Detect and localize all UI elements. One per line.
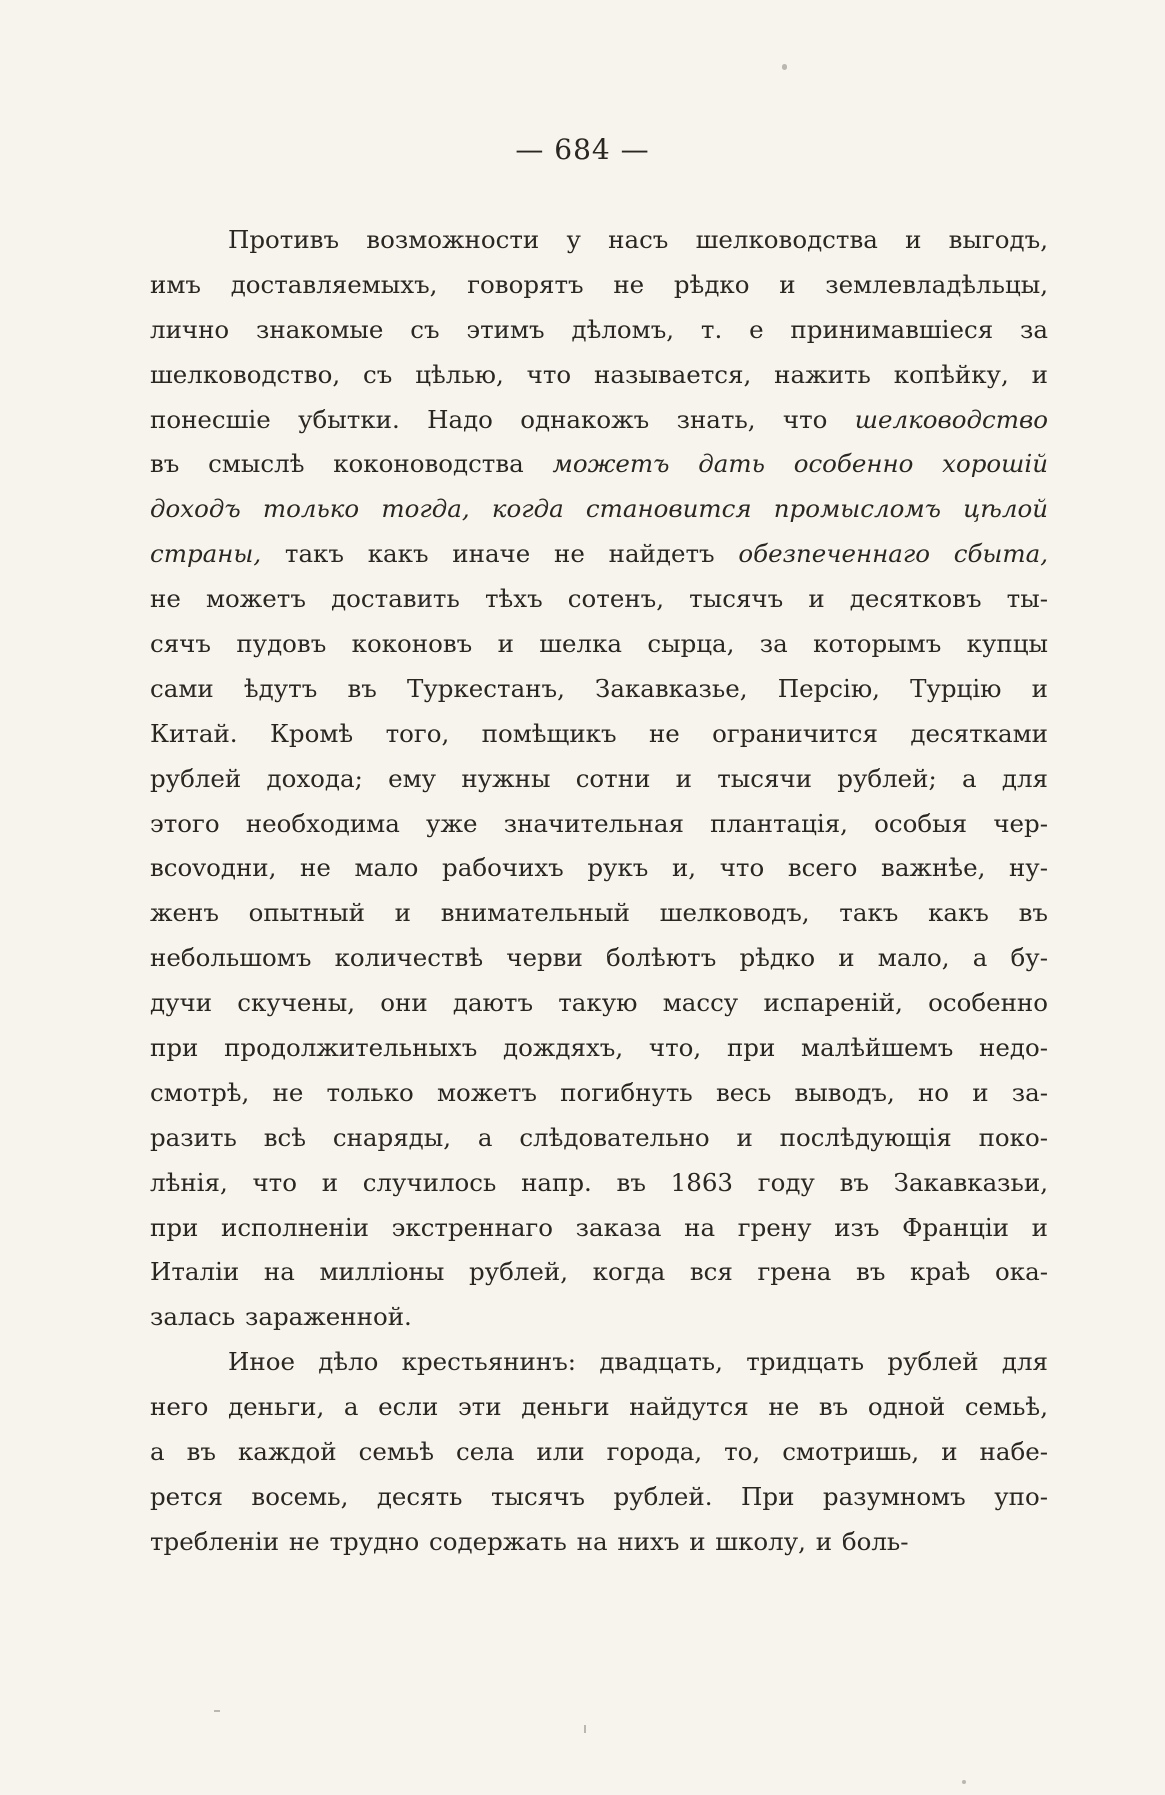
text-segment: смотрѣ, не только можетъ погибнуть весь выводъ, но и за- <box>150 1077 1048 1107</box>
text-line <box>150 1430 1048 1475</box>
text-segment: шелководство, съ цѣлью, что называется, нажить копѣйку, и <box>150 359 1048 389</box>
text-line <box>150 1026 1048 1071</box>
text-segment: него деньги, а если эти деньги найдутся не въ одной семьѣ, <box>150 1392 1048 1422</box>
text-segment: при исполненіи экстреннаго заказа на грену изъ Франціи и <box>150 1212 1048 1242</box>
text-line <box>150 712 1048 757</box>
text-line <box>150 532 1048 577</box>
text-line <box>150 1250 1048 1295</box>
text-line <box>150 1385 1048 1430</box>
text-line <box>150 442 1048 487</box>
text-segment: дучи скучены, они даютъ такую массу испареній, особенно <box>150 988 1048 1018</box>
text-segment: рублей дохода; ему нужны сотни и тысячи рублей; а для <box>150 763 1048 793</box>
text-line <box>150 353 1048 398</box>
text-segment: не можетъ доставить тѣхъ сотенъ, тысячъ и десятковъ ты- <box>150 584 1048 614</box>
text-segment: рется восемь, десять тысячъ рублей. При разумномъ упо- <box>150 1481 1048 1511</box>
text-line <box>150 263 1048 308</box>
ink-speck <box>782 64 787 70</box>
text-line <box>150 802 1048 847</box>
text-segment: разить всѣ снаряды, а слѣдовательно и послѣдующія поко- <box>150 1122 1048 1152</box>
text-line <box>150 1116 1048 1161</box>
text-segment: женъ опытный и внимательный шелководъ, такъ какъ въ <box>150 898 1048 928</box>
text-line <box>150 1071 1048 1116</box>
ink-speck <box>214 1710 220 1712</box>
text-line <box>150 577 1048 622</box>
italic-text: доходъ только тогда, когда становится промысломъ цѣлой <box>150 494 1048 524</box>
text-segment: Противъ возможности у насъ шелководства и выгодъ, <box>228 225 1048 254</box>
text-segment: сячъ пудовъ коконовъ и шелка сырца, за которымъ купцы <box>150 629 1048 659</box>
text-segment: вcovодни, не мало рабочихъ рукъ и, что всего важнѣе, ну- <box>150 853 1048 883</box>
text-segment: требленіи не трудно содержать на нихъ и школу, и боль- <box>150 1526 909 1556</box>
text-segment: такъ какъ иначе не найдетъ <box>261 539 739 569</box>
text-segment: Италіи на милліоны рублей, когда вся грена въ краѣ ока- <box>150 1257 1048 1287</box>
text-segment: залась зараженной. <box>150 1302 412 1332</box>
text-line <box>150 1520 1048 1565</box>
text-line <box>150 936 1048 981</box>
italic-text: обезпеченнаго сбыта, <box>738 539 1048 569</box>
text-segment: а въ каждой семьѣ села или города, то, смотришь, и набе- <box>150 1437 1048 1467</box>
text-line <box>150 846 1048 891</box>
text-segment: сами ѣдутъ въ Туркестанъ, Закавказье, Персію, Турцію и <box>150 673 1048 703</box>
text-line <box>150 1295 1048 1340</box>
text-line <box>150 487 1048 532</box>
text-segment: въ смыслѣ коконоводства <box>150 449 553 479</box>
text-line <box>150 1161 1048 1206</box>
text-segment: Китай. Кромѣ того, помѣщикъ не ограничится десятками <box>150 718 1048 748</box>
page-number: — 684 — <box>515 133 650 166</box>
text-line <box>150 1475 1048 1520</box>
text-line <box>150 1206 1048 1251</box>
text-line <box>150 891 1048 936</box>
text-line <box>150 398 1048 443</box>
text-line <box>150 1340 1048 1385</box>
text-segment: небольшомъ количествѣ черви болѣютъ рѣдко и мало, а бу- <box>150 943 1048 973</box>
text-segment: имъ доставляемыхъ, говорятъ не рѣдко и землевладѣльцы, <box>150 269 1048 299</box>
paragraph <box>150 218 1048 1340</box>
text-line <box>150 981 1048 1026</box>
italic-text: шелководство <box>854 404 1048 434</box>
text-segment: Иное дѣло крестьянинъ: двадцать, тридцать рублей для <box>228 1347 1048 1377</box>
italic-text: страны, <box>150 539 262 569</box>
text-segment: лѣнія, что и случилось напр. въ 1863 году въ Закавказьи, <box>150 1167 1048 1197</box>
text-line <box>150 622 1048 667</box>
ink-speck <box>962 1780 966 1784</box>
text-segment: этого необходима уже значительная плантація, особыя чер- <box>150 808 1048 838</box>
text-line <box>150 308 1048 353</box>
text-line <box>150 218 1048 263</box>
text-segment: лично знакомые съ этимъ дѣломъ, т. е принимавшіеся за <box>150 314 1048 344</box>
body-text <box>150 218 1048 1565</box>
text-segment: при продолжительныхъ дождяхъ, что, при малѣйшемъ недо- <box>150 1033 1048 1063</box>
paragraph <box>150 1340 1048 1564</box>
text-line <box>150 757 1048 802</box>
italic-text: можетъ дать особенно хорошій <box>552 449 1048 479</box>
text-line <box>150 667 1048 712</box>
text-segment: понесшіе убытки. Надо однакожъ знать, что <box>150 404 855 434</box>
ink-speck <box>584 1725 586 1733</box>
